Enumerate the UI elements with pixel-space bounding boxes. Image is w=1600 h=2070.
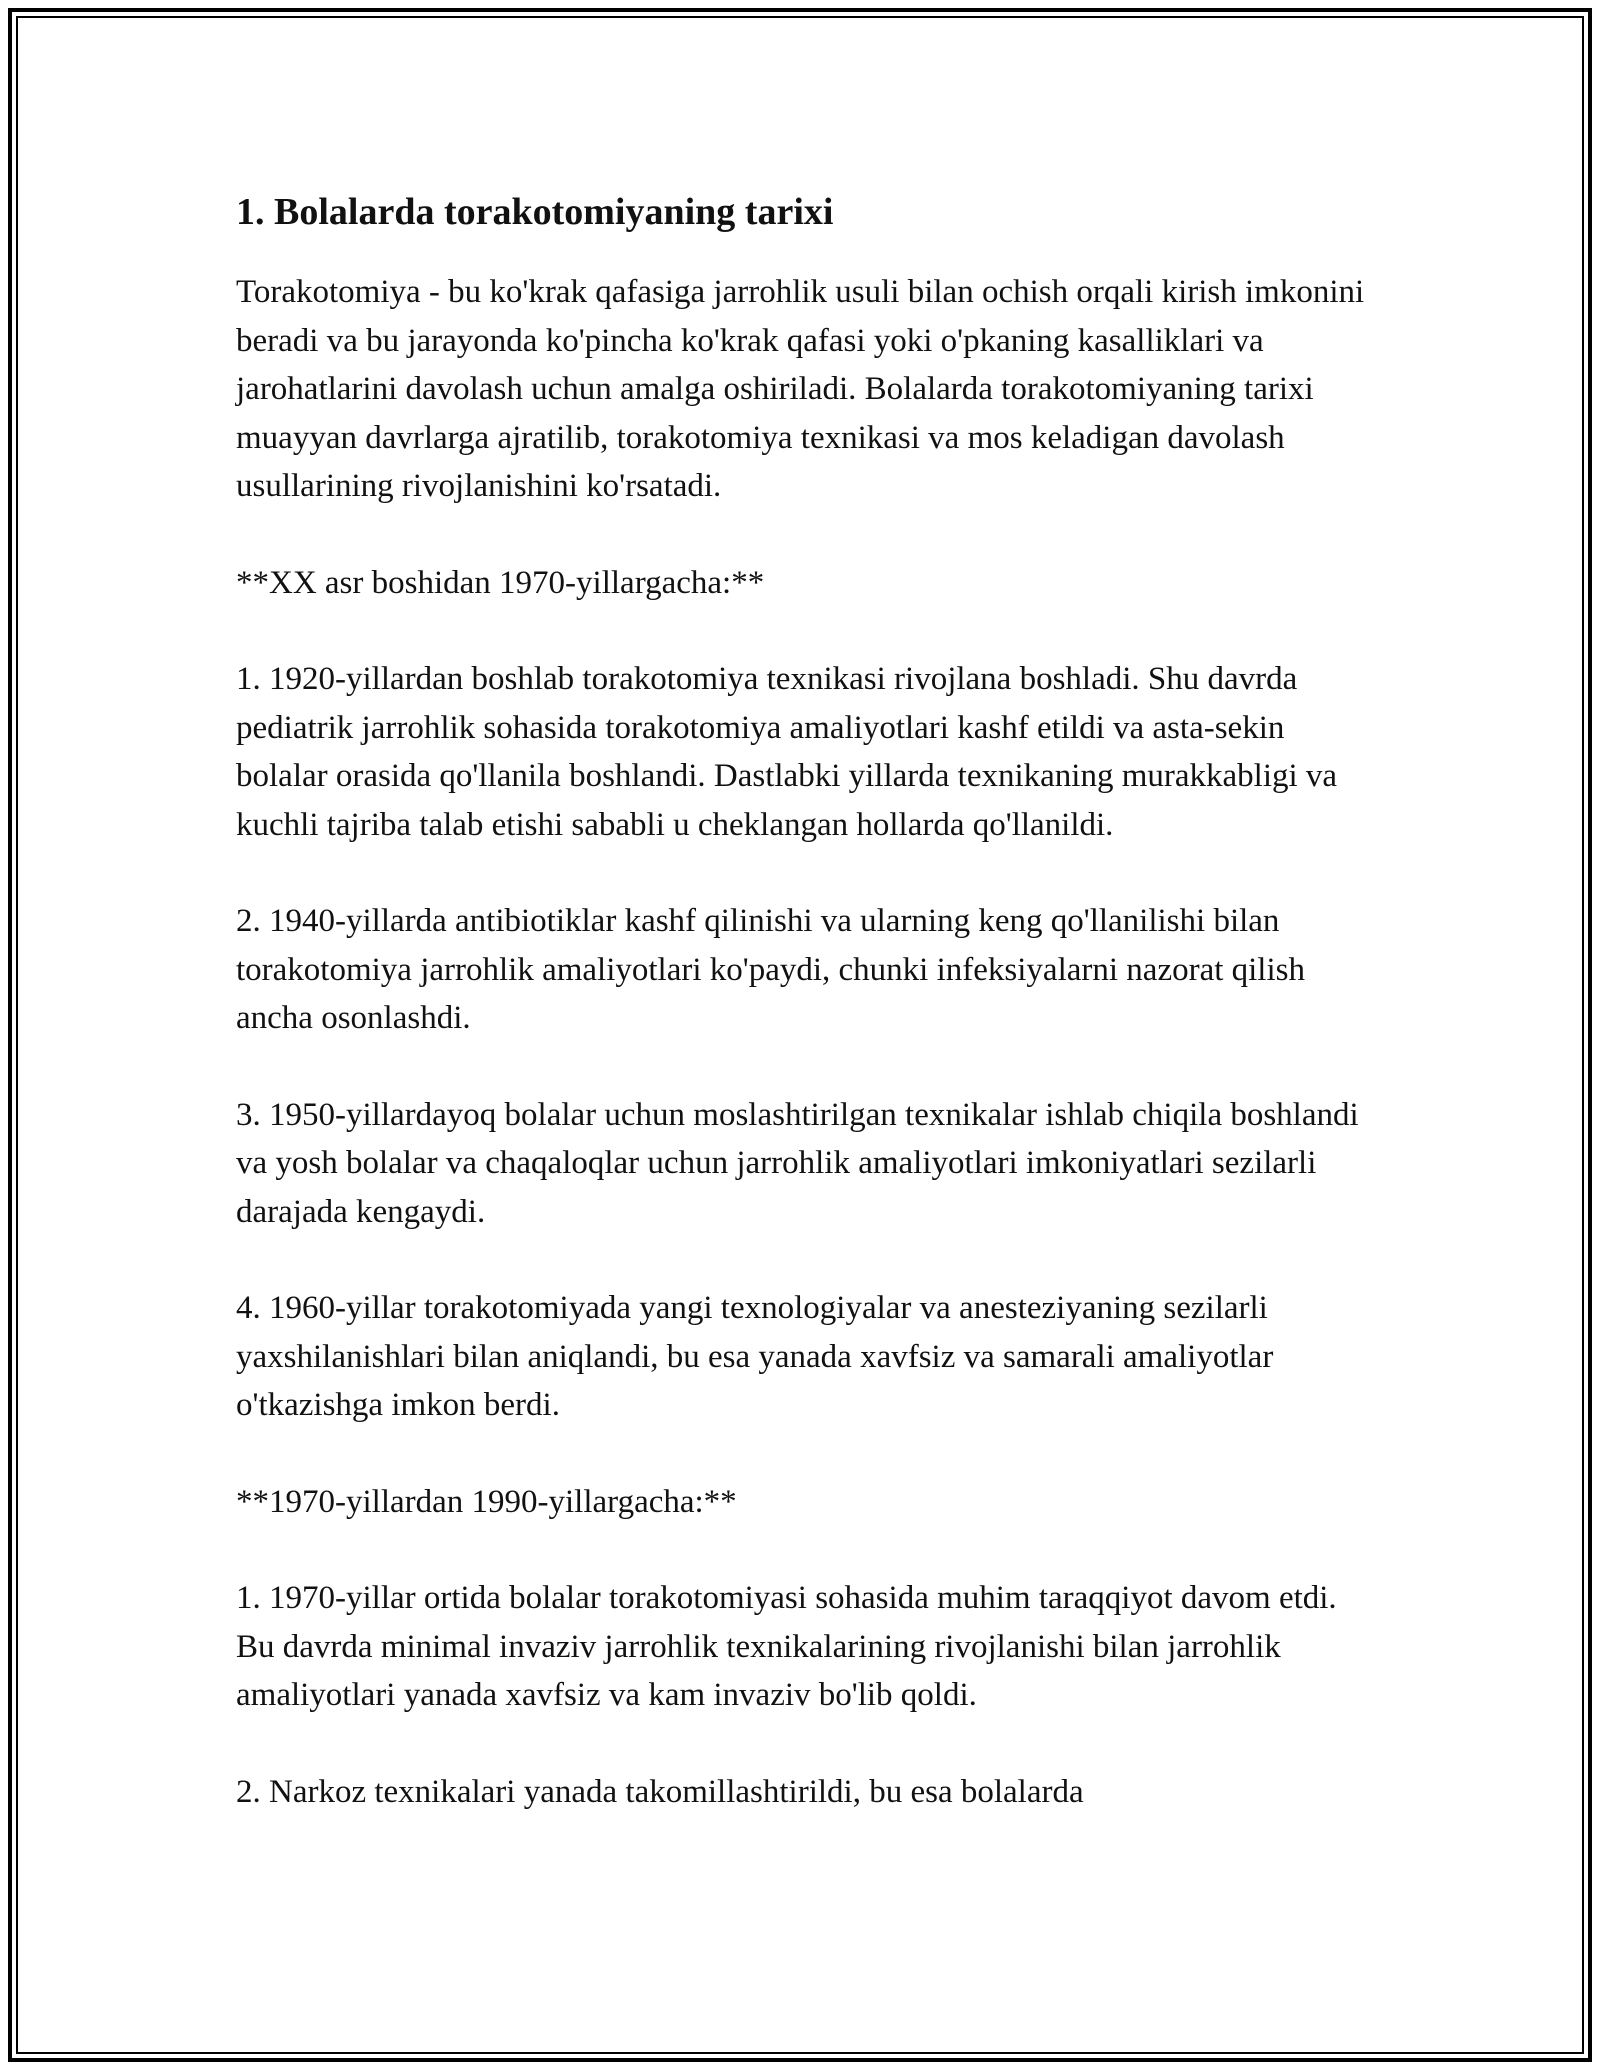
period-heading-2: **1970-yillardan 1990-yillargacha:** bbox=[236, 1483, 737, 1520]
list-item-narkoz: 2. Narkoz texnikalari yanada takomillashtirildi, bu esa bolalarda bbox=[236, 1773, 1084, 1810]
document-body bbox=[236, 188, 1376, 1864]
list-item-1960s: 4. 1960-yillar torakotomiyada yangi texnologiyalar va anesteziyaning sezilarli yaxshilanishlari bilan aniqlandi, bu esa yanada xavfsiz va samarali amaliyotlar o'tkazishga imkon berdi. bbox=[236, 1290, 1274, 1423]
period-heading-1: **XX asr boshidan 1970-yillargacha:** bbox=[236, 564, 765, 601]
list-item-1920s: 1. 1920-yillardan boshlab torakotomiya texnikasi rivojlana boshladi. Shu davrda pediatrik jarrohlik sohasida torakotomiya amaliyotlari kashf etildi va asta-sekin bolalar orasida qo'llanila boshlandi. Dastlabki yillarda texnikaning murakkabligi va kuchli tajriba talab etishi sababli u cheklangan hollarda qo'llanildi. bbox=[236, 661, 1338, 843]
intro-paragraph: Torakotomiya - bu ko'krak qafasiga jarrohlik usuli bilan ochish orqali kirish imkonini beradi va bu jarayonda ko'pincha ko'krak qafasi yoki o'pkaning kasalliklari va jarohatlarini davolash uchun amalga oshiriladi. Bolalarda torakotomiyaning tarixi muayyan davrlarga ajratilib, torakotomiya texnikasi va mos keladigan davolash usullarining rivojlanishini ko'rsatadi. bbox=[236, 274, 1365, 504]
list-item-1970s: 1. 1970-yillar ortida bolalar torakotomiyasi sohasida muhim taraqqiyot davom etdi. Bu davrda minimal invaziv jarrohlik texnikalarining rivojlanishi bilan jarrohlik amaliyotlari yanada xavfsiz va kam invaziv bo'lib qoldi. bbox=[236, 1580, 1337, 1713]
section-heading: 1. Bolalarda torakotomiyaning tarixi bbox=[236, 191, 834, 233]
list-item-1940s: 2. 1940-yillarda antibiotiklar kashf qilinishi va ularning keng qo'llanilishi bilan torakotomiya jarrohlik amaliyotlari ko'paydi, chunki infeksiyalarni nazorat qilish ancha osonlashdi. bbox=[236, 903, 1305, 1036]
list-item-1950s: 3. 1950-yillardayoq bolalar uchun moslashtirilgan texnikalar ishlab chiqila boshlandi va yosh bolalar va chaqaloqlar uchun jarrohlik amaliyotlari imkoniyatlari sezilarli darajada kengaydi. bbox=[236, 1096, 1359, 1230]
